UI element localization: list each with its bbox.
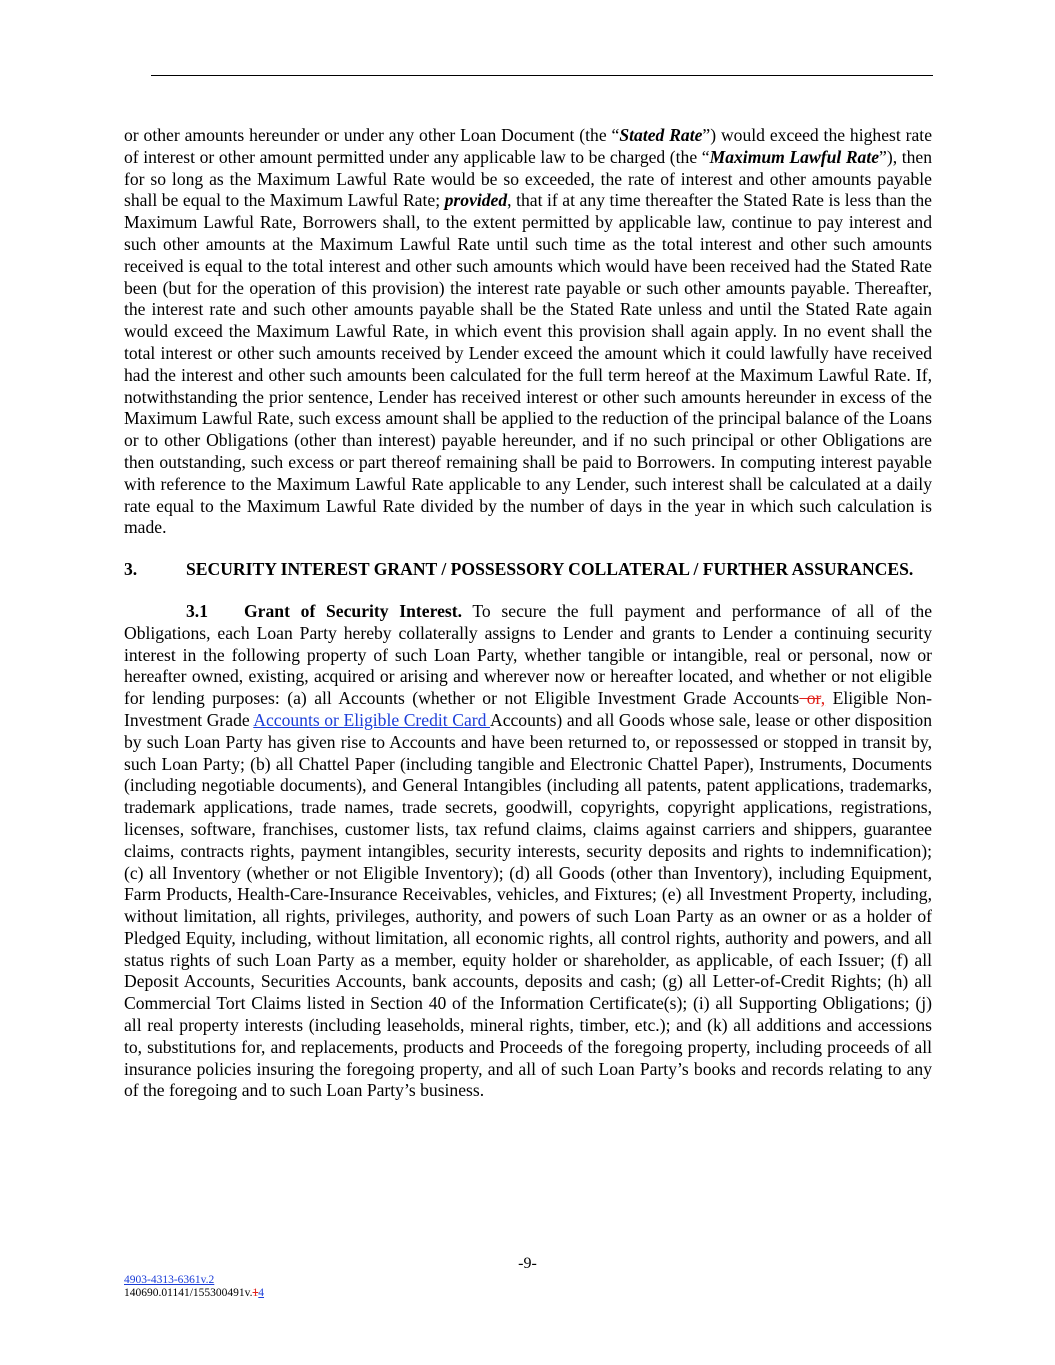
text-run: , that if at any time thereafter the Stated Rate is less than the Maximum Lawful Rate, Borrowers shall, to the extent permitted by applicable law, continue to pay interest and such other amounts at the Maximum Lawful Rate until such time as the total interest and other such amounts received is equal to the total interest and other such amounts which would have been received had the Stated Rate been (but for the operation of this provision) the interest rate payable or such other amounts payable. Thereafter, the interest rate and such other amounts payable shall be the Stated Rate unless and until the Stated Rate again would exceed the Maximum Lawful Rate, in which event this provision shall again apply. In no event shall the total interest or other such amounts received by Lender exceed the amount which it could lawfully have received had the interest and other such amounts been calculated for the full term hereof at the Maximum Lawful Rate. If, notwithstanding the prior sentence, Lender has received interest or other such amounts hereunder in excess of the Maximum Lawful Rate, such excess amount shall be applied to the reduction of the principal balance of the Loans or to other Obligations (other than interest) payable hereunder, and if no such principal or other Obligations are then outstanding, such excess or part thereof remaining shall be paid to Borrowers. In computing interest payable with reference to the Maximum Lawful Rate applicable to any Lender, such interest shall be calculated at a daily rate equal to the Maximum Lawful Rate divided by the number of days in the year in which such calculation is made. bbox=[124, 190, 932, 538]
footer-ref-prefix: 140690.01141/155300491v. bbox=[124, 1287, 253, 1299]
text-run: To secure the full payment and performance of all of the Obligations, each Loan Party hereby collaterally assigns to Lender and grants to Lender a continuing security interest in the following property of such Loan Party, whether tangible or intangible, real or personal, now or hereafter owned, existing, acquired or arising and wherever now or hereafter located, and whether or not eligible for lending purposes: (a) all Accounts (whether or not Eligible Investment Grade Accounts bbox=[124, 600, 933, 709]
text-run: ”) would exceed the highest rate of interest or other amount permitted under any applicable law to be charged (the “ bbox=[124, 125, 932, 167]
text-run: or other amounts hereunder or under any other Loan Document (the “ bbox=[124, 125, 620, 145]
section-title: SECURITY INTEREST GRANT / POSSESSORY COLLATERAL / FURTHER ASSURANCES. bbox=[186, 559, 914, 580]
defined-term-maximum-lawful-rate: Maximum Lawful Rate bbox=[709, 146, 880, 167]
text-run: Accounts) and all Goods whose sale, lease or other disposition by such Loan Party has given rise to Accounts and have been returned to, or repossessed or stopped in transit by, such Loan Party; (b) all Chattel Paper (including tangible and Electronic Chattel Paper), Instruments, Documents (including negotiable documents), and General Intangibles (including all patents, patent applications, trademarks, trademark applications, trade names, trade secrets, goodwill, copyrights, copyright applications, registrations, licenses, software, franchises, customer lists, tax refund claims, claims against carriers and shippers, guarantee claims, contracts rights, payment intangibles, security interests, security deposits and rights to indemnification); (c) all Inventory (whether or not Eligible Inventory); (d) all Goods (other than Inventory), including Equipment, Farm Products, Health-Care-Insurance Receivables, vehicles, and Fixtures; (e) all Investment Property, including, without limitation, all rights, privileges, authority, and powers of such Loan Party as an owner or as a holder of Pledged Equity, including, without limitation, all economic rights, all control rights, authority and powers, and all status rights of such Loan Party as a member, equity holder or shareholder, as applicable, of each Issuer; (f) all Deposit Accounts, Securities Accounts, bank accounts, deposits and cash; (g) all Letter-of-Credit Rights; (h) all Commercial Tort Claims listed in Section 40 of the Information Certificate(s); (i) all Supporting Obligations; (j) all real property interests (including leaseholds, mineral rights, timber, etc.); and (k) all additions and accessions to, substitutions for, and replacements, products and Proceeds of the foregoing property, including proceeds of all insurance policies insuring the foregoing property, and all of such Loan Party’s books and records relating to any of the foregoing and to such Loan Party’s business. bbox=[124, 709, 932, 1101]
footer-reference bbox=[124, 1287, 264, 1300]
subsection-number: 3.1 bbox=[186, 600, 208, 621]
interest-paragraph bbox=[124, 125, 932, 539]
deleted-text: or bbox=[799, 688, 821, 709]
header-rule bbox=[151, 75, 933, 76]
inserted-text: , bbox=[820, 688, 826, 709]
defined-term-stated-rate: Stated Rate bbox=[619, 125, 703, 145]
text-run: ”), then for so long as the Maximum Lawful Rate would be so exceeded, the rate of interest and other amounts payable shall be equal to the Maximum Lawful Rate; bbox=[124, 146, 932, 211]
section-heading bbox=[124, 559, 932, 581]
page-number: -9- bbox=[518, 1255, 537, 1272]
document-body bbox=[124, 125, 932, 1102]
section-number: 3. bbox=[124, 559, 138, 580]
subsection-title: Grant of Security Interest. bbox=[244, 600, 462, 621]
section-3-1 bbox=[124, 601, 932, 1102]
footer-ref-inserted: 4 bbox=[258, 1287, 265, 1299]
footer-ref-deleted: 1 bbox=[252, 1287, 259, 1299]
inserted-link-text[interactable]: Accounts or Eligible Credit Card bbox=[253, 709, 490, 730]
footer bbox=[124, 1274, 264, 1300]
text-run: Eligible Non-Investment Grade bbox=[124, 688, 932, 730]
term-provided: provided bbox=[444, 190, 508, 211]
footer-doc-id[interactable]: 4903-4313-6361v.2 bbox=[124, 1274, 215, 1286]
